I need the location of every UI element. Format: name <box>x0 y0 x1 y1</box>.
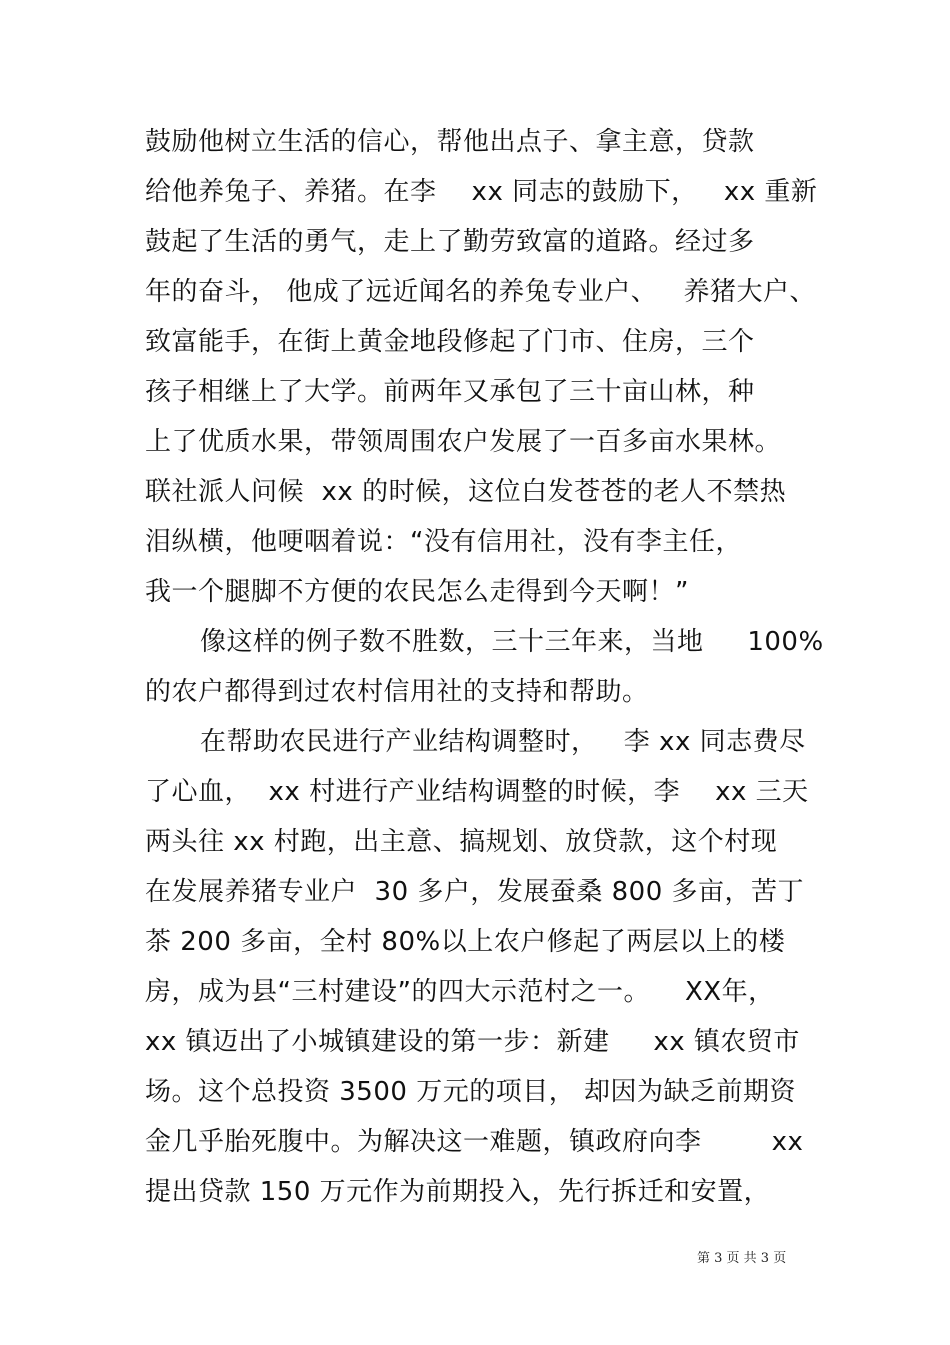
text-line: 联社派人问候 xx 的时候，这位白发苍苍的老人不禁热 <box>145 477 787 507</box>
text-line: 场。这个总投资 3500 万元的项目， 却因为缺乏前期资 <box>145 1077 796 1107</box>
text-line: xx 镇迈出了小城镇建设的第一步：新建 xx 镇农贸市 <box>145 1027 800 1057</box>
text-line: 年的奋斗， 他成了远近闻名的养兔专业户、 养猪大户、 <box>145 277 817 307</box>
text-line: 茶 200 多亩，全村 80%以上农户修起了两层以上的楼 <box>145 927 786 957</box>
text-line: 金几乎胎死腹中。为解决这一难题，镇政府向李 xx <box>145 1127 804 1157</box>
text-line: 我一个腿脚不方便的农民怎么走得到今天啊！” <box>145 577 689 607</box>
text-line: 房，成为县“三村建设”的四大示范村之一。 XX年， <box>145 977 775 1007</box>
text-line: 泪纵横，他哽咽着说：“没有信用社，没有李主任， <box>145 527 742 557</box>
text-line: 在发展养猪专业户 30 多户，发展蚕桑 800 多亩，苦丁 <box>145 877 805 907</box>
text-line: 了心血， xx 村进行产业结构调整的时候，李 xx 三天 <box>145 777 809 807</box>
text-line: 给他养兔子、养猪。在李 xx 同志的鼓励下， xx 重新 <box>145 177 818 207</box>
page-number-footer: 第 3 页 共 3 页 <box>697 1251 787 1266</box>
text-line: 鼓起了生活的勇气，走上了勤劳致富的道路。经过多 <box>145 227 755 257</box>
text-line: 致富能手，在街上黄金地段修起了门市、住房，三个 <box>145 327 755 357</box>
text-line: 鼓励他树立生活的信心，帮他出点子、拿主意，贷款 <box>145 127 755 157</box>
text-line: 上了优质水果，带领周围农户发展了一百多亩水果林。 <box>145 427 782 457</box>
text-line: 两头往 xx 村跑，出主意、搞规划、放贷款，这个村现 <box>145 827 778 857</box>
paragraph-first-line: 像这样的例子数不胜数，三十三年来，当地 100% <box>200 627 824 657</box>
text-line: 孩子相继上了大学。前两年又承包了三十亩山林，种 <box>145 377 755 407</box>
paragraph-first-line: 在帮助农民进行产业结构调整时， 李 xx 同志费尽 <box>200 727 806 757</box>
text-line: 提出贷款 150 万元作为前期投入，先行拆迁和安置， <box>145 1177 771 1207</box>
text-line: 的农户都得到过农村信用社的支持和帮助。 <box>145 677 649 707</box>
